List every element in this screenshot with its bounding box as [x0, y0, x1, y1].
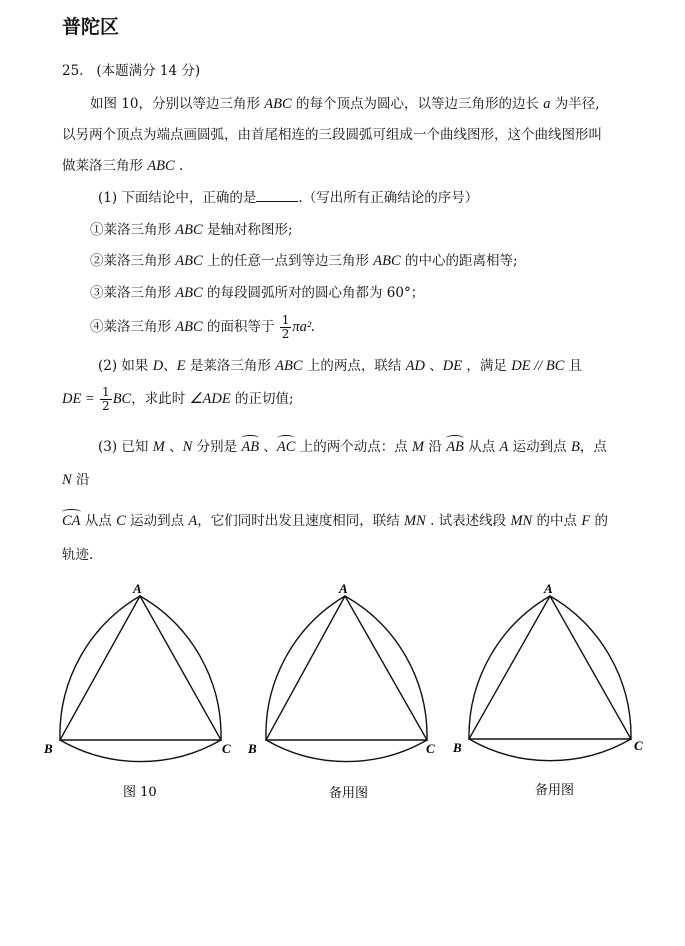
figure-caption: 图 10 — [123, 785, 157, 800]
math: A — [499, 439, 509, 455]
text: 上的任意一点到等边三角形 — [202, 253, 374, 269]
vertex-label-c: C — [426, 741, 435, 756]
text: 的正切值; — [230, 391, 294, 407]
text: 的每个顶点为圆心，以等边三角形的边长 — [291, 96, 544, 112]
text: 且 — [564, 358, 583, 374]
math: M — [412, 439, 425, 455]
page-title: 普陀区 — [62, 16, 120, 38]
denominator: 2 — [102, 399, 110, 413]
text: 分别是 — [192, 439, 242, 455]
text: .（写出所有正确结论的序号） — [298, 190, 479, 206]
text: ③莱洛三角形 — [90, 285, 176, 301]
vertex-label-a: A — [339, 581, 348, 596]
text: 运动到点 — [508, 439, 571, 455]
text: 运动到点 — [125, 513, 189, 529]
text: 沿 — [71, 472, 90, 488]
figure-backup-2 — [469, 596, 631, 761]
text: 的面积等于 — [202, 319, 275, 335]
text: 的每段圆弧所对的圆心角都为 60°； — [202, 285, 425, 301]
vertex-label-b: B — [44, 741, 53, 756]
math: DE — [442, 358, 463, 374]
arc-ab: AB — [241, 439, 260, 455]
intro-line-2: 以另两个顶点为端点画圆弧，由首尾相连的三段圆弧可组成一个曲线图形，这个曲线图形叫 — [62, 127, 602, 143]
math: ABC — [175, 319, 203, 335]
arc-ca: CA — [62, 513, 81, 529]
math: DE = — [62, 391, 95, 407]
reuleaux-outline — [60, 596, 221, 762]
vertex-label-b: B — [453, 740, 462, 755]
text: 、 — [164, 439, 183, 455]
math: ABC — [175, 285, 203, 301]
vertex-label-a: A — [133, 581, 142, 596]
math: M — [152, 439, 165, 455]
text: 的中心的距离相等; — [400, 253, 518, 269]
text: 、 — [424, 358, 443, 374]
text: . — [174, 158, 184, 174]
vertex-label-b: B — [248, 741, 257, 756]
vertex-label-c: C — [634, 738, 643, 753]
math: A — [188, 513, 198, 529]
text: 从点 — [463, 439, 500, 455]
math: MN — [510, 513, 533, 529]
math: ABC — [373, 253, 401, 269]
vertex-label-a: A — [544, 581, 553, 596]
numerator: 1 — [102, 385, 110, 399]
math: πa². — [292, 319, 315, 335]
text: 、 — [259, 439, 277, 455]
question-number: 25. — [62, 63, 84, 79]
text: (1) 下面结论中，正确的是 — [98, 190, 257, 206]
text: 做莱洛三角形 — [62, 158, 148, 174]
vertex-label-c: C — [222, 741, 231, 756]
text: (3) 已知 — [98, 439, 153, 455]
reuleaux-outline — [266, 596, 427, 762]
figure-backup-1 — [266, 596, 427, 762]
math: ABC — [175, 253, 203, 269]
math: N — [62, 472, 72, 488]
math: D — [152, 358, 164, 374]
math: ∠ADE — [189, 391, 231, 407]
text: ，满足 — [462, 358, 512, 374]
figure-caption: 备用图 — [329, 786, 369, 801]
text: 如图 10，分别以等边三角形 — [90, 96, 265, 112]
math: ABC — [275, 358, 303, 374]
text: 为半径, — [550, 96, 600, 112]
math: MN — [404, 513, 426, 529]
math: BC — [112, 391, 132, 407]
reuleaux-outline — [469, 596, 631, 761]
arc-ac: AC — [276, 439, 296, 455]
figure-caption: 备用图 — [535, 783, 575, 798]
math: ABC — [175, 222, 203, 238]
text: ，求此时 — [131, 391, 190, 407]
text: 是莱洛三角形 — [185, 358, 276, 374]
text: 从点 — [80, 513, 117, 529]
arc-ab: AB — [446, 439, 464, 455]
text: 的 — [590, 513, 608, 529]
math: ABC — [264, 96, 292, 112]
math: AD — [405, 358, 425, 374]
text: 的中点 — [532, 513, 582, 529]
numerator: 1 — [281, 313, 290, 327]
text: ④莱洛三角形 — [90, 319, 176, 335]
text: ，它们同时出发且速度相同，联结 — [197, 513, 405, 529]
math: DE // BC — [511, 358, 565, 374]
triangle-abc — [60, 596, 221, 740]
denominator: 2 — [281, 327, 290, 341]
math: ABC — [147, 158, 175, 174]
text: 上的两点，联结 — [302, 358, 406, 374]
text: 、 — [163, 358, 177, 374]
part3-line-4: 轨迹. — [62, 547, 94, 563]
text: (2) 如果 — [98, 358, 153, 374]
score-note: (本题满分 14 分) — [96, 63, 201, 79]
triangle-abc — [266, 596, 427, 740]
math: F — [581, 513, 591, 529]
text: ①莱洛三角形 — [90, 222, 176, 238]
math: E — [176, 358, 186, 374]
math: a — [543, 96, 551, 112]
text: . 试表述线段 — [425, 513, 511, 529]
math: B — [570, 439, 580, 455]
text: ，点 — [579, 439, 607, 455]
text: ②莱洛三角形 — [90, 253, 176, 269]
figure-10 — [60, 596, 221, 762]
math: N — [182, 439, 193, 455]
text: 沿 — [424, 439, 447, 455]
text: 是轴对称图形; — [202, 222, 293, 238]
math: C — [116, 513, 126, 529]
text: 上的两个动点：点 — [295, 439, 413, 455]
triangle-abc — [469, 596, 631, 739]
